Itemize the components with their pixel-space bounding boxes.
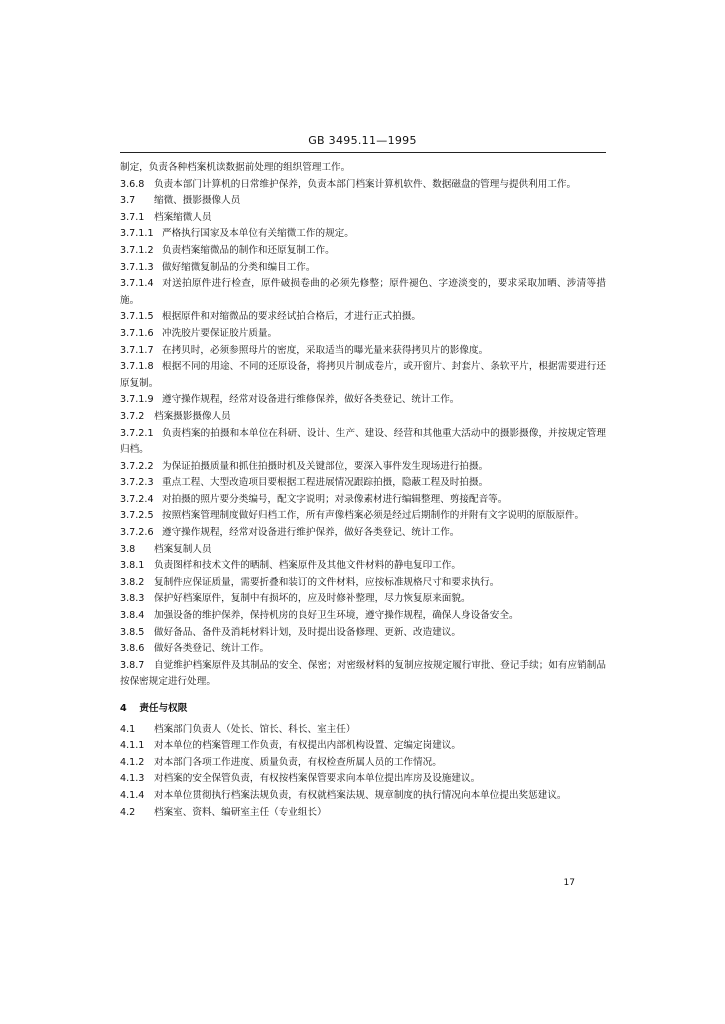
paragraph <box>120 788 606 805</box>
paragraph <box>120 755 606 772</box>
paragraph <box>120 226 606 243</box>
clause-number: 3.7.1 <box>120 211 145 223</box>
paragraph <box>120 492 606 509</box>
clause-text: 对送拍原件进行检查，原件破损卷曲的必须先修整；原件褪色、字迹淡变的，要求采取加晒、涉清等措施。 <box>120 278 606 306</box>
paragraph <box>120 558 606 575</box>
clause-number: 3.8.7 <box>120 659 145 671</box>
clause-number: 3.8.3 <box>120 593 145 605</box>
clause-number: 3.7.2.4 <box>120 493 154 505</box>
section-number: 4 <box>120 703 127 714</box>
clause-number: 3.8.4 <box>120 610 145 622</box>
clause-number: 3.8.1 <box>120 560 145 572</box>
paragraph <box>120 392 606 409</box>
paragraph <box>120 575 606 592</box>
clause-text: 对拍摄的照片要分类编号，配文字说明；对录像素材进行编辑整理、剪接配音等。 <box>162 493 508 505</box>
paragraph <box>120 625 606 642</box>
clause-number: 3.7.2.1 <box>120 427 154 439</box>
clause-number: 3.7.1.6 <box>120 327 154 339</box>
clause-text: 重点工程、大型改造项目要根据工程进展情况跟踪拍摄，隐蔽工程及时拍摄。 <box>162 477 489 489</box>
paragraph <box>120 459 606 476</box>
clause-text: 遵守操作规程，经常对设备进行维修保养，做好各类登记、统计工作。 <box>162 394 460 406</box>
clause-number: 3.8.6 <box>120 643 145 655</box>
paragraph <box>120 309 606 326</box>
clause-text: 对档案的安全保管负责，有权按档案保管要求向本单位提出库房及设施建议。 <box>154 773 481 785</box>
clause-text: 负责图样和技术文件的晒制、档案原件及其他文件材料的静电复印工作。 <box>154 560 461 572</box>
paragraph-list <box>120 160 606 691</box>
header-rule <box>120 152 606 153</box>
clause-number: 3.6.8 <box>120 178 145 190</box>
clause-text: 保护好档案原件，复制中有损坏的，应及时修补整理，尽力恢复原来面貌。 <box>154 593 471 605</box>
clause-number: 4.1 <box>120 723 136 735</box>
clause-number: 3.7.1.5 <box>120 311 154 323</box>
standard-code-header: GB 3495.11—1995 <box>308 134 417 147</box>
paragraph <box>120 591 606 608</box>
clause-number: 3.7.1.7 <box>120 344 154 356</box>
clause-number: 3.7.2.3 <box>120 477 154 489</box>
paragraph <box>120 359 606 392</box>
clause-number: 4.1.1 <box>120 740 145 752</box>
clause-text: 负责本部门计算机的日常维护保养，负责本部门档案计算机软件、数据磁盘的管理与提供利用工作。 <box>154 178 577 190</box>
paragraph <box>120 722 606 739</box>
clause-text: 根据不同的用途、不同的还原设备，将拷贝片制成卷片，或开窗片、封套片、条软平片，根据需要进行还原复制。 <box>120 361 606 389</box>
clause-text: 遵守操作规程，经常对设备进行维护保养，做好各类登记、统计工作。 <box>162 527 460 539</box>
paragraph <box>120 641 606 658</box>
clause-text: 负责档案的拍摄和本单位在科研、设计、生产、建设、经营和其他重大活动中的摄影摄像，并按规定管理归档。 <box>120 427 606 456</box>
clause-number: 3.7.1.8 <box>120 361 154 373</box>
paragraph <box>120 243 606 260</box>
paragraph <box>120 658 606 691</box>
paragraph <box>120 805 606 822</box>
clause-text: 档案缩微人员 <box>154 211 212 223</box>
clause-number: 3.7.1.3 <box>120 261 154 273</box>
clause-text: 复制件应保证质量，需要折叠和装订的文件材料，应按标准规格尺寸和要求执行。 <box>154 576 500 588</box>
paragraph <box>120 276 606 309</box>
clause-number: 3.7.1.2 <box>120 244 154 256</box>
section-heading <box>120 701 606 718</box>
clause-text: 做好各类登记、统计工作。 <box>154 643 270 655</box>
paragraph <box>120 738 606 755</box>
clause-number: 3.7.1.9 <box>120 394 154 406</box>
clause-text: 加强设备的维护保养，保持机房的良好卫生环境，遵守操作规程，确保人身设备安全。 <box>154 610 519 622</box>
paragraph <box>120 260 606 277</box>
section-title: 责任与权限 <box>139 703 188 714</box>
clause-text: 做好备品、备件及消耗材料计划，及时提出设备修理、更新、改造建议。 <box>154 626 461 638</box>
paragraph <box>120 160 606 177</box>
paragraph <box>120 525 606 542</box>
clause-number: 3.7 <box>120 195 136 207</box>
clause-number: 3.7.2.6 <box>120 527 154 539</box>
clause-text: 对本单位贯彻执行档案法规负责，有权就档案法规、规章制度的执行情况向本单位提出奖惩建议。 <box>154 789 567 801</box>
clause-number: 4.1.2 <box>120 756 145 768</box>
paragraph <box>120 771 606 788</box>
clause-text: 缩微、摄影摄像人员 <box>154 195 241 207</box>
clause-text: 做好缩微复制品的分类和编目工作。 <box>162 261 316 273</box>
clause-text: 按照档案管理制度做好归档工作，所有声像档案必须是经过后期制作的并附有文字说明的原版原件。 <box>162 510 585 522</box>
paragraph <box>120 326 606 343</box>
clause-text: 档案部门负责人（处长、馆长、科长、室主任） <box>154 723 356 735</box>
clause-number: 3.7.1.4 <box>120 278 154 290</box>
clause-text: 档案室、资料、编研室主任（专业组长） <box>154 806 327 818</box>
clause-number: 3.8.5 <box>120 626 145 638</box>
paragraph <box>120 193 606 210</box>
clause-number: 3.7.1.1 <box>120 228 154 240</box>
paragraph <box>120 426 606 459</box>
clause-text: 冲洗胶片要保证胶片质量。 <box>162 327 278 339</box>
clause-number: 3.7.2 <box>120 410 145 422</box>
clause-text: 制定，负责各种档案机读数据前处理的组织管理工作。 <box>120 162 351 173</box>
section-4-paragraph-list <box>120 722 606 822</box>
clause-text: 对本部门各项工作进度、质量负责，有权检查所属人员的工作情况。 <box>154 756 442 768</box>
paragraph <box>120 343 606 360</box>
clause-text: 对本单位的档案管理工作负责，有权提出内部机构设置、定编定岗建议。 <box>154 740 461 752</box>
clause-text: 根据原件和对缩微品的要求经试拍合格后，才进行正式拍摄。 <box>162 311 422 323</box>
clause-text: 为保证拍摄质量和抓住拍摄时机及关键部位，要深入事件发生现场进行拍摄。 <box>162 460 489 472</box>
clause-number: 3.7.2.5 <box>120 510 154 522</box>
paragraph <box>120 409 606 426</box>
paragraph <box>120 177 606 194</box>
document-body <box>120 160 606 821</box>
paragraph <box>120 508 606 525</box>
paragraph <box>120 608 606 625</box>
clause-text: 档案复制人员 <box>154 543 212 555</box>
page-number: 17 <box>563 878 575 888</box>
clause-text: 负责档案缩微品的制作和还原复制工作。 <box>162 244 335 256</box>
clause-text: 在拷贝时，必须参照母片的密度，采取适当的曝光量来获得拷贝片的影像度。 <box>162 344 489 356</box>
clause-number: 4.2 <box>120 806 136 818</box>
clause-number: 4.1.3 <box>120 773 145 785</box>
clause-text: 严格执行国家及本单位有关缩微工作的规定。 <box>162 228 354 240</box>
paragraph <box>120 475 606 492</box>
clause-text: 自觉维护档案原件及其制品的安全、保密；对密级材料的复制应按规定履行审批、登记手续；如有应销制品按保密规定进行处理。 <box>120 659 606 688</box>
clause-number: 3.8.2 <box>120 576 145 588</box>
paragraph <box>120 542 606 559</box>
clause-number: 3.7.2.2 <box>120 460 154 472</box>
clause-text: 档案摄影摄像人员 <box>154 410 231 422</box>
paragraph <box>120 210 606 227</box>
clause-number: 4.1.4 <box>120 789 145 801</box>
clause-number: 3.8 <box>120 543 136 555</box>
